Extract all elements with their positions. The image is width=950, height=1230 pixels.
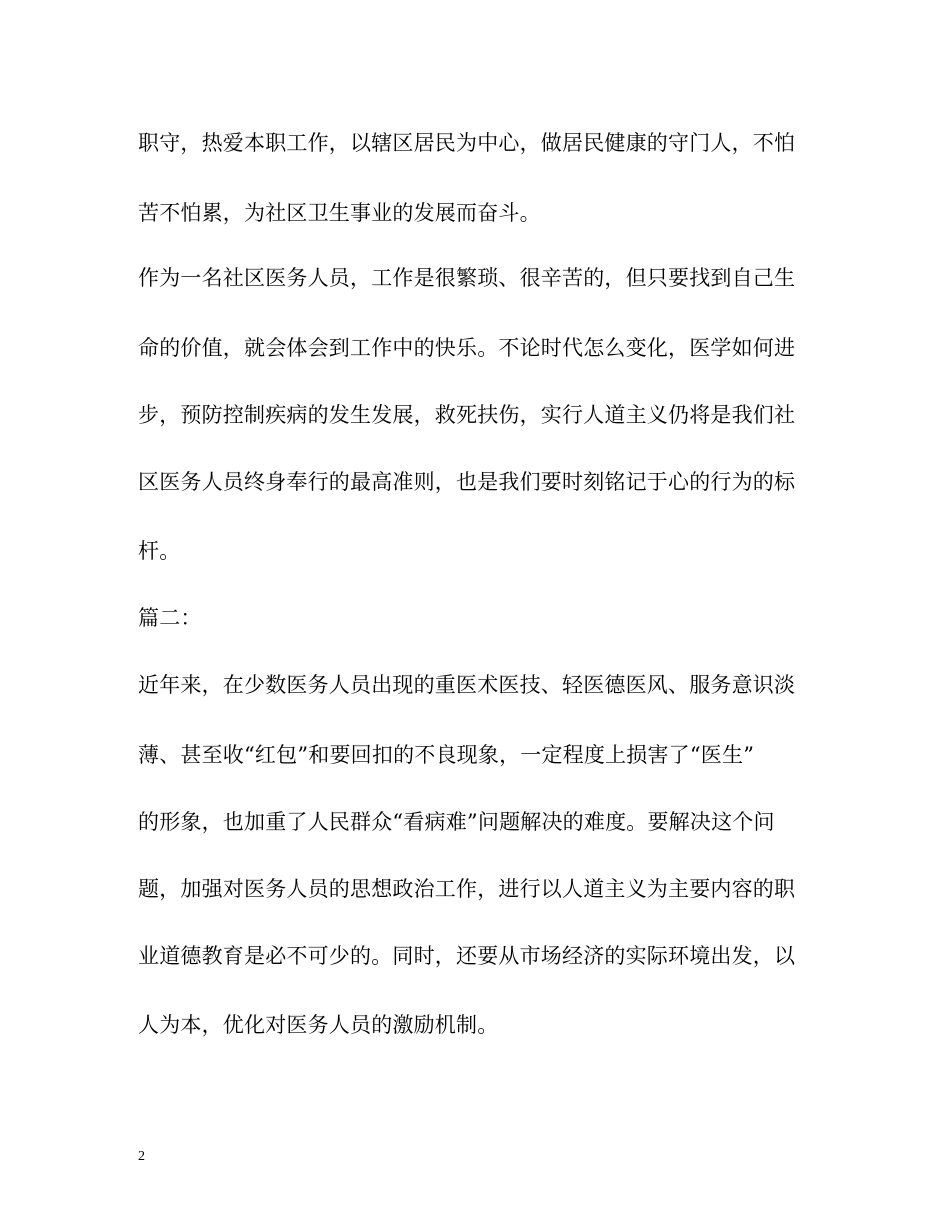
text-line: 的形象，也加重了人民群众“看病难”问题解决的难度。要解决这个问: [138, 810, 775, 834]
text-line: 作为一名社区医务人员，工作是很繁琐、很辛苦的，但只要找到自己生: [138, 266, 796, 290]
section-heading: 篇二：: [138, 606, 202, 630]
text-line: 命的价值，就会体会到工作中的快乐。不论时代怎么变化，医学如何进: [138, 336, 796, 360]
text-line: 近年来，在少数医务人员出现的重医术医技、轻医德医风、服务意识淡: [138, 673, 796, 697]
text-line: 苦不怕累，为社区卫生事业的发展而奋斗。: [138, 201, 541, 225]
text-line: 杆。: [138, 539, 181, 563]
text-line: 职守，热爱本职工作，以辖区居民为中心，做居民健康的守门人，不怕: [138, 131, 796, 155]
text-line: 人为本，优化对医务人员的激励机制。: [138, 1013, 499, 1037]
text-line: 区医务人员终身奉行的最高准则，也是我们要时刻铭记于心的行为的标: [138, 470, 796, 494]
page-number: 2: [138, 1149, 145, 1164]
text-line: 题，加强对医务人员的思想政治工作，进行以人道主义为主要内容的职: [138, 877, 796, 901]
text-line: 薄、甚至收“红包”和要回扣的不良现象，一定程度上损害了“医生”: [138, 743, 755, 767]
text-line: 步，预防控制疾病的发生发展，救死扶伤，实行人道主义仍将是我们社: [138, 403, 796, 427]
text-line: 业道德教育是必不可少的。同时，还要从市场经济的实际环境出发，以: [138, 944, 796, 968]
